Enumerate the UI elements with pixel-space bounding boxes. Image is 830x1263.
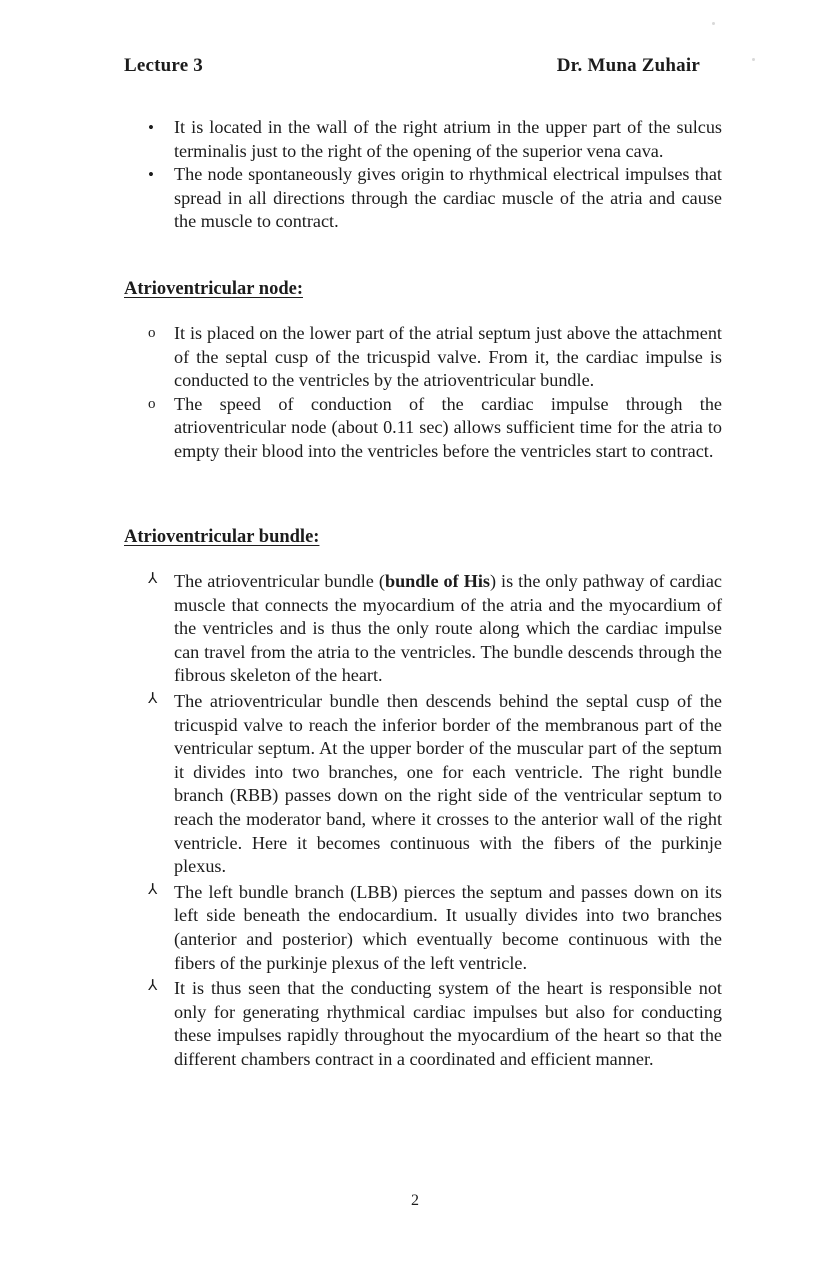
bundle-of-his-term: bundle of His bbox=[384, 571, 490, 591]
list-item-text-part: The atrioventricular bundle ( bbox=[174, 571, 385, 591]
scan-speck bbox=[752, 58, 755, 61]
list-item-text: It is placed on the lower part of the atrial septum just above the attachment of the septal cusp of the tricuspid valve. From it, the cardiac impulse is conducted to the ventricles by the atrioventricular bundle. bbox=[174, 323, 722, 391]
list-item bbox=[124, 690, 722, 879]
list-item bbox=[124, 977, 722, 1071]
av-node-list bbox=[124, 322, 722, 464]
list-item-text: The speed of conduction of the cardiac impulse through the atrioventricular node (about 0.11 sec) allows sufficient time for the atria to empty their blood into the ventricles before the ventricles start to contract. bbox=[174, 393, 722, 461]
av-bundle-list bbox=[124, 570, 722, 1071]
list-item-text: It is located in the wall of the right atrium in the upper part of the sulcus terminalis just to the right of the opening of the superior vena cava. bbox=[174, 117, 722, 161]
list-item bbox=[124, 116, 722, 163]
bullet-arrow-icon: ⅄ bbox=[148, 978, 158, 995]
list-item-text bbox=[174, 571, 722, 685]
list-item-text: It is thus seen that the conducting system of the heart is responsible not only for generating rhythmical cardiac impulses but also for conducting these impulses rapidly throughout the myocardium of the heart so that the different chambers contract in a coordinated and efficient manner. bbox=[174, 978, 722, 1069]
bullet-disc-icon: • bbox=[148, 118, 154, 137]
bullet-arrow-icon: ⅄ bbox=[148, 881, 158, 898]
list-item-text-part: ) is the only pathway of cardiac muscle that connects the myocardium of the atria and the myocardium of the ventricles and is thus the only route along which the cardiac impulse can travel from the atria to the ventricles. The bundle descends through the fibrous skeleton of the heart. bbox=[174, 571, 723, 686]
page-number: 2 bbox=[411, 1192, 419, 1209]
bullet-circle-icon: o bbox=[148, 395, 156, 412]
av-node-section bbox=[124, 322, 722, 464]
bullet-arrow-icon: ⅄ bbox=[148, 690, 158, 707]
list-item bbox=[124, 570, 722, 688]
list-item-text: The left bundle branch (LBB) pierces the septum and passes down on its left side beneath the endocardium. It usually divides into two branches (anterior and posterior) which eventually become continuous with the fibers of the purkinje plexus of the left ventricle. bbox=[174, 881, 722, 973]
bullet-disc-icon: • bbox=[148, 165, 154, 185]
list-item bbox=[124, 393, 722, 464]
intro-list bbox=[124, 116, 722, 234]
bullet-arrow-icon: ⅄ bbox=[148, 571, 158, 587]
list-item bbox=[124, 163, 722, 234]
av-bundle-heading: Atrioventricular bundle: bbox=[124, 527, 320, 547]
author-name: Dr. Muna Zuhair bbox=[556, 55, 700, 76]
list-item bbox=[124, 322, 722, 393]
scan-speck bbox=[712, 22, 715, 25]
lecture-label: Lecture 3 bbox=[124, 55, 204, 76]
av-node-heading: Atrioventricular node: bbox=[124, 279, 303, 299]
av-bundle-section bbox=[124, 570, 722, 1071]
list-item-text: The node spontaneously gives origin to rhythmical electrical impulses that spread in all directions through the cardiac muscle of the atria and cause the muscle to contract. bbox=[174, 164, 722, 232]
list-item bbox=[124, 881, 722, 975]
bullet-circle-icon: o bbox=[148, 325, 156, 341]
intro-section bbox=[124, 116, 722, 234]
list-item-text: The atrioventricular bundle then descends behind the septal cusp of the tricuspid valve to reach the inferior border of the membranous part of the ventricular septum. At the upper border of the muscular part of the septum it divides into two branches, one for each ventricle. The right bundle branch (RBB) passes down on the right side of the ventricular septum to reach the moderator band, where it crosses to the anterior wall of the right ventricle. Here it becomes continuous with the fibers of the purkinje plexus. bbox=[174, 690, 722, 877]
